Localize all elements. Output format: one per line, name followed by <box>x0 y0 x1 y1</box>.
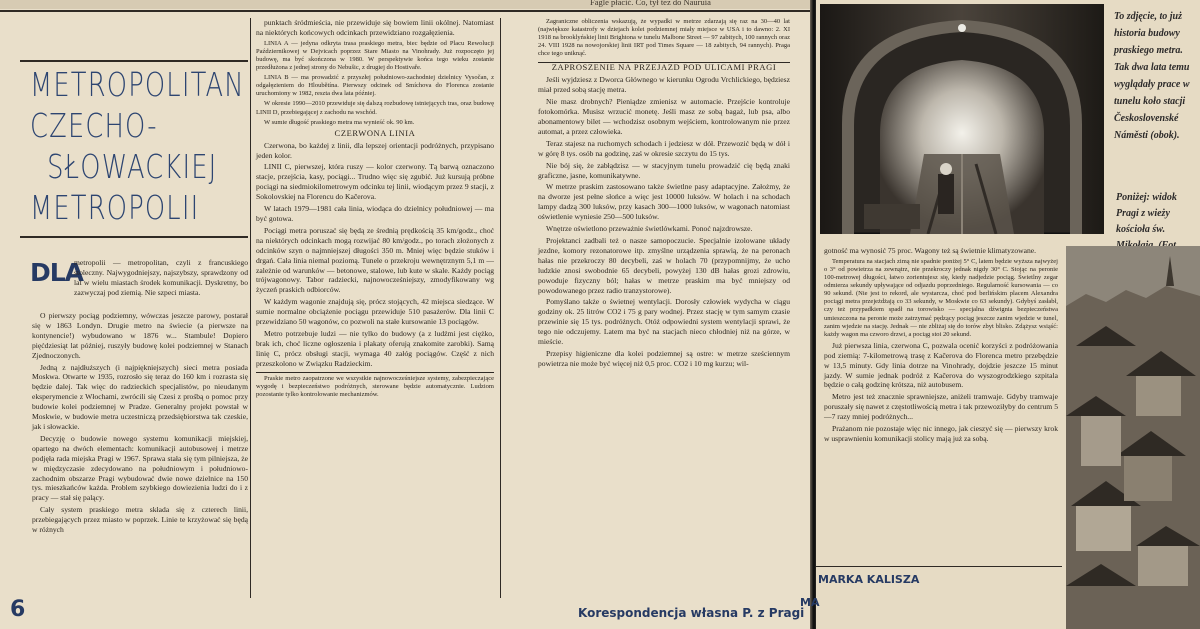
photo-caption-bottom: Poniżej: widok Pragi z wieży kościoła św. <box>1116 192 1177 235</box>
top-rule <box>0 10 812 12</box>
col3-paragraph: Nie bój się, że zabłądzisz — w stacyjnym tunelu prowadzić cię będą znaki graficzne, jasne, komunikatywne. <box>538 160 790 180</box>
column-divider-1 <box>250 18 251 598</box>
col1-paragraph: O pierwszy pociąg podziemny, wówczas jeszcze parowy, postarał się w 1863 Londyn. Drugie metro na świecie (a pierwsze na kontynencie!) wybudowano w 1876 w... Stambule! Dopiero pięćdziesiąt lat później, ruszyły budowę kolei podziemnej w Stanach Zjednoczonych. <box>32 311 248 360</box>
title-line-3: SŁOWACKIEJ <box>47 147 218 186</box>
right-paragraph: Metro jest też znacznie sprawniejsze, aniżeli tramwaje. Gdyby tramwaje poruszały się nawet z częstotliwością metra i tak przewoziłyby do centrum 5—7 razy mniej podróżnych... <box>824 392 1058 422</box>
top-strip-text: Fagle płacić. Co, tył tez do Nauruia <box>590 0 711 7</box>
col3-small-paragraph: Zagraniczne obliczenia wskazują, że wypadki w metrze zdarzają się raz na 30—40 lat (największe katastrofy w dziejach kolei podziemnej miały miejsce w USA i to dawno: 2. XI 1918 na brooklyńskiej linii Brightona w tunelu Malbone Street — 97 zabitych, 100 rannych oraz 24. VIII 1928 na nowojorskiej linii IRT pod Times Square — 18 zabitych, 94 rannych). Praga chce tego uniknąć. <box>538 18 790 58</box>
col2-small-paragraph: W okresie 1990—2010 przewiduje się dalszą rozbudowę istniejących tras, oraz budowę LINII D, przebiegającej z zachodu na wschód. <box>256 100 494 116</box>
section-heading-invitation: ZAPROSZENIE NA PRZEJAZD POD ULICAMI PRAGI <box>551 62 777 73</box>
col2-paragraph: W latach 1979—1981 cała linia, wiodąca do dzielnicy południowej — ma być gotowa. <box>256 204 494 223</box>
prague-rooftops-illustration <box>1066 246 1200 629</box>
column-divider-2 <box>500 18 501 598</box>
tunnel-illustration <box>820 4 1104 234</box>
col2-paragraph: Czerwona, bo każdej z linii, dla lepszej orientacji podróżnych, przypisano jeden kolor. <box>256 140 494 160</box>
byline: MARKA KALISZA <box>818 573 920 586</box>
col3-paragraph: W metrze praskim zastosowano także świetlne pasy adaptacyjne. Założmy, że na dworze jest pełne słońce a więc jest 10000 luksów. W holach i na schodach lampy dadzą 300 luksów, przy kasach 300—1000 luksów, w wagonach natomiast oświetlenie wyniesie 250—500 luksów. <box>538 182 790 222</box>
right-paragraph: Już pierwsza linia, czerwona C, pozwala ocenić korzyści z podróżowania pod ziemią: 7-kilometrową trasę z Kačerova do Florenca metro przebędzie w 13,5 minuty. Gdy linia dotrze na Vinohrady, dojdzie jeszcze 15 minut jazdy. W sumie jednak podróż z Kačerova do wyszogrodzkiego szpitala będzie o całą godzinę krótsza, niż autobusem. <box>824 340 1058 390</box>
tunnel-photo <box>820 4 1104 234</box>
page-number: 6 <box>10 597 26 622</box>
col3-paragraph: Pomyślano także o świetnej wentylacji. Dorosły człowiek wydycha w ciągu godziny ok. 25 litrów CO2 i 75 g pary wodnej. Przez stację w tym samym czasie przewinie się 15 tys. podróżnych. Otóż odpowiedni system wentylacji sprawi, że tego nie odczujemy. Latem ma być na stacjach nieco chłodniej niż na górze, w mieście. <box>538 297 790 347</box>
col2-paragraph: Metro potrzebuje ludzi — nie tylko do budowy (a z ludźmi jest ciężko, brak ich, choć liczne ogłoszenia i plakaty oferują znakomite zarobki). Samą linię C, prócz obsługi stacji, wymaga 40 załóg pociągów. Część z nich przeszkolono w Związku Radzieckim. <box>256 328 494 368</box>
col2-small-paragraph: LINIA B — ma prowadzić z przyszłej południowo-zachodniej dzielnicy Vysočan, z odgałęzieniem do Hloubětína. Pierwszy odcinek od Smíchova do Florenca zostanie uruchomiony w 1982, reszta dwa lata później. <box>256 74 494 98</box>
top-strip <box>0 0 812 9</box>
right-page <box>816 0 1200 629</box>
title-rule-top <box>20 60 248 62</box>
col3-paragraph: Teraz stajesz na ruchomych schodach i jedziesz w dół. Przewozić będą w dół i w górę 8 tys. osób na godzinę, zaś w okresie szczytu do 15 tys. <box>538 138 790 158</box>
col3-paragraph: Projektanci zadbali też o nasze samopoczucie. Specjalnie izolowane układy jezdne, komory rezonatorowe itp. zmyślne urządzenia sprawią, że na peronach hałas nie przekroczy 80 decybeli, zaś w holach 70 (przypomnijmy, że ucho ludzkie znosi swobodnie 65 decybeli, powyżej 130 dB hałas grozi zdrowiu, powoduje fizyczny ból; hałas w metrze praskim ma być mniejszy od powodowanego przez radio tranzystorowe). <box>538 235 790 295</box>
title-line-4: METROPOLII <box>30 188 200 227</box>
title-line-1: METROPOLITAN <box>30 65 245 104</box>
col2-bottom-note: Praskie metro zaopatrzone we wszystkie najnowocześniejsze systemy, zabezpieczające wygodę i bezpieczeństwo podróżnych, sterowane będzie automatycznie. Ludziom pozostanie tylko kontrolowanie mechanizmów. <box>256 374 494 398</box>
col2-paragraph: W każdym wagonie znajdują się, prócz stojących, 42 miejsca siedzące. W sumie normalne obciążenie pociągu przewiduje 510 pasażerów. Dla linii C przewidziano 50 wagonów, co pozwoli na stałe kursowanie 13 pociągów. <box>256 297 494 327</box>
right-paragraph: Prażanom nie pozostaje więc nic innego, jak cieszyć się — pierwszy krok w usprawnieniu komunikacji stolicy mają już za sobą. <box>824 424 1058 443</box>
col3-paragraph: Jeśli wyjdziesz z Dworca Głównego w kierunku Ogrodu Vrchlickiego, będziesz miał przed sobą stację metra. <box>538 75 790 95</box>
col2-small-paragraph: W sumie długość praskiego metra ma wynieść ok. 90 km. <box>264 118 415 126</box>
photo-caption-top: To zdjęcie, to już historia budowy praskiego metra. Tak dwa lata temu wyglądały prace w tunelu koło stacji Československé Náměsti (obok). <box>1114 11 1190 141</box>
title-rule-bottom <box>20 236 248 238</box>
dropcap: DLA <box>30 258 84 287</box>
article-title <box>30 64 245 228</box>
lead-text-top <box>74 258 248 300</box>
right-small-paragraph: Temperatura na stacjach zimą nie spadnie poniżej 5° C, latem będzie wyższa najwyżej o 3° od powietrza na zewnątrz, nie przekroczy jednak nigdy 30° C. Stojąc na peronie 100-metrowej długości, łatwo zorientujesz się, kiedy nadjedzie pociąg. Świetlny zegar odmierza sekundy upływające od odjazdu poprzedniego. Regularność kursowania — co 90 sekund. (Nie jest to rekord, ale wystarcza, choć pod berlińskim placem Alexandra pociągi metra przejeżdżają co 33 sekundy, w Moskwie co 63 sekundy). Gdybyś zasłabł, czy też przypadkiem spadł na torowisko — specjalna dźwignia bezpieczeństwa umieszczona na peronie może zatrzymać pędzący pociąg jeszcze zanim wjedzie w tunel, zanim wjedzie na stację. Jednak — nie zbliżaj się do torów zbyt blisko. Zdążysz wsiąść: każdy wagon ma czworo drzwi, a pociąg stoi 20 sekund. <box>824 257 1058 338</box>
col3-paragraph: Wnętrze oświetlono przeważnie świetlówkami. Ponoć najzdrowsze. <box>546 224 753 234</box>
byline-rule <box>816 566 1062 567</box>
col2-paragraph: punktach śródmieścia, nie przewiduje się bowiem linii okólnej. Natomiast na niektórych końcowych odcinkach przewidziano rozgałęzienia. <box>256 18 494 37</box>
footer-correspondence: Korespondencja własna P. z Pragi <box>578 606 805 620</box>
col3-paragraph: Przepisy higieniczne dla kolei podziemnej są ostre: w metrze sześciennym powietrza nie może być więcej niż 0,5 proc. CO2 i 10 mg kurzu; wil- <box>538 348 790 368</box>
col3-paragraph: Nie masz drobnych? Pieniądze zmienisz w automacie. Przejście kontroluje fotokomórka. Musisz wrzucić monetę. Jeśli masz ze sobą bagaż, lub psa, albo abonamentowy bilet — wchodzisz osobnym wejściem, kontrolowanym nie przez automat, a przez człowieka. <box>538 97 790 136</box>
section-heading-red-line: CZERWONA LINIA <box>334 127 416 138</box>
right-paragraph: gotność ma wynosić 75 proc. Wagony też są świetnie klimatyzowane. <box>824 246 1037 255</box>
title-line-2: CZECHO- <box>30 106 158 145</box>
column-2 <box>256 18 494 401</box>
col1-paragraph: Cały system praskiego metra składa się z czterech linii, przebiegających przez miasto w poprzek. Linie te krzyżować się będą w różnych <box>32 505 248 535</box>
prague-view-photo <box>1066 246 1200 629</box>
column-3 <box>538 18 790 371</box>
col2-paragraph: LINII C, pierwszej, która ruszy — kolor czerwony. Tą barwą oznaczono stacje, przejścia, kasy, pociągi... Trudno więc się zgubić. Już kursują próbne pociągi na siedmiokilometrowym odcinku tej linii, wiodącym przez 9 stacji, z Sokolovskiej na Florencu do Kačerova. <box>256 162 494 202</box>
right-column <box>824 246 1058 446</box>
lead-paragraph: metropolii — metropolitan, czyli z francuskiego stoleczny. Najwygodniejszy, najszybszy, sprawdzony od lat w wielu miastach środek komunikacji. Dyskretny, bo zazwyczaj pod ziemią. Nie szpeci miasta. <box>74 258 248 297</box>
col1-paragraph: Jedną z najdłuższych (i najpiękniejszych) sieci metra posiada Moskwa. Otwarte w 1935, rozrosło się teraz do 160 km i rozrasta się będzie dalej. Tak więc do radzieckich specjalistów, po nieudanym eksperymencie z Włochami, zwrócili się Czesi z prośbą o pomoc przy budowie kolei podziemnej w Pradze. Generalny projekt powstał w Moskwie, w budowie metra uczestniczą przedsiębiorstwa tak czeskie, jak i słowackie. <box>32 362 248 431</box>
column-1 <box>32 311 248 537</box>
col2-paragraph: Pociągi metra poruszać się będą ze średnią prędkością 35 km/godz., choć na niektórych odcinkach mogą rozwijać 80 km/godz., po torach złożonych z odcinków szyn o najmniejszej długości 350 m. Mniej więc będzie stuków i drgań. Cała linia niemal poziomą. Tunele o przekroju wewnętrznym 5,1 m — zależnie od warunków — betonowe, stalowe, lub kute w skale. Każdy pociąg trójwagonowy. Tabor radziecki, najnowocześniejszy, zmodyfikowany wg życzeń praskich odbiorców. <box>256 225 494 295</box>
col2-small-paragraph: LINIA A — jedyna odkryta trasa praskiego metra, biec będzie od Placu Rewolucji Październikowej w Dejvicach poprzez Stare Miasto na Vinohrady. Już rozpoczęto jej budowę, ma być skończona w 1980. W perspektywie końca tego wieku zostanie przedłużona z jednej strony do Nebušic, z drugiej do Hostivaře. <box>256 39 494 72</box>
page-edge-letters: MA <box>800 596 820 609</box>
col1-paragraph: Decyzję o budowie nowego systemu komunikacji miejskiej, opartego na dwóch elementach: komunikacji autobusowej i metrze podjęła rada miejska Pragi w 1967. Sprawa stała się tym pilniejsza, że w międzyczasie zdecydowano na południowym i południowo-zachodnim obszarze Pragi wybudować dwie nowe dzielnice na 150 tys. mieszkańców każda. Problem szybkiego dowiezienia ludzi do i z pracy — stał się palący. <box>32 433 248 503</box>
